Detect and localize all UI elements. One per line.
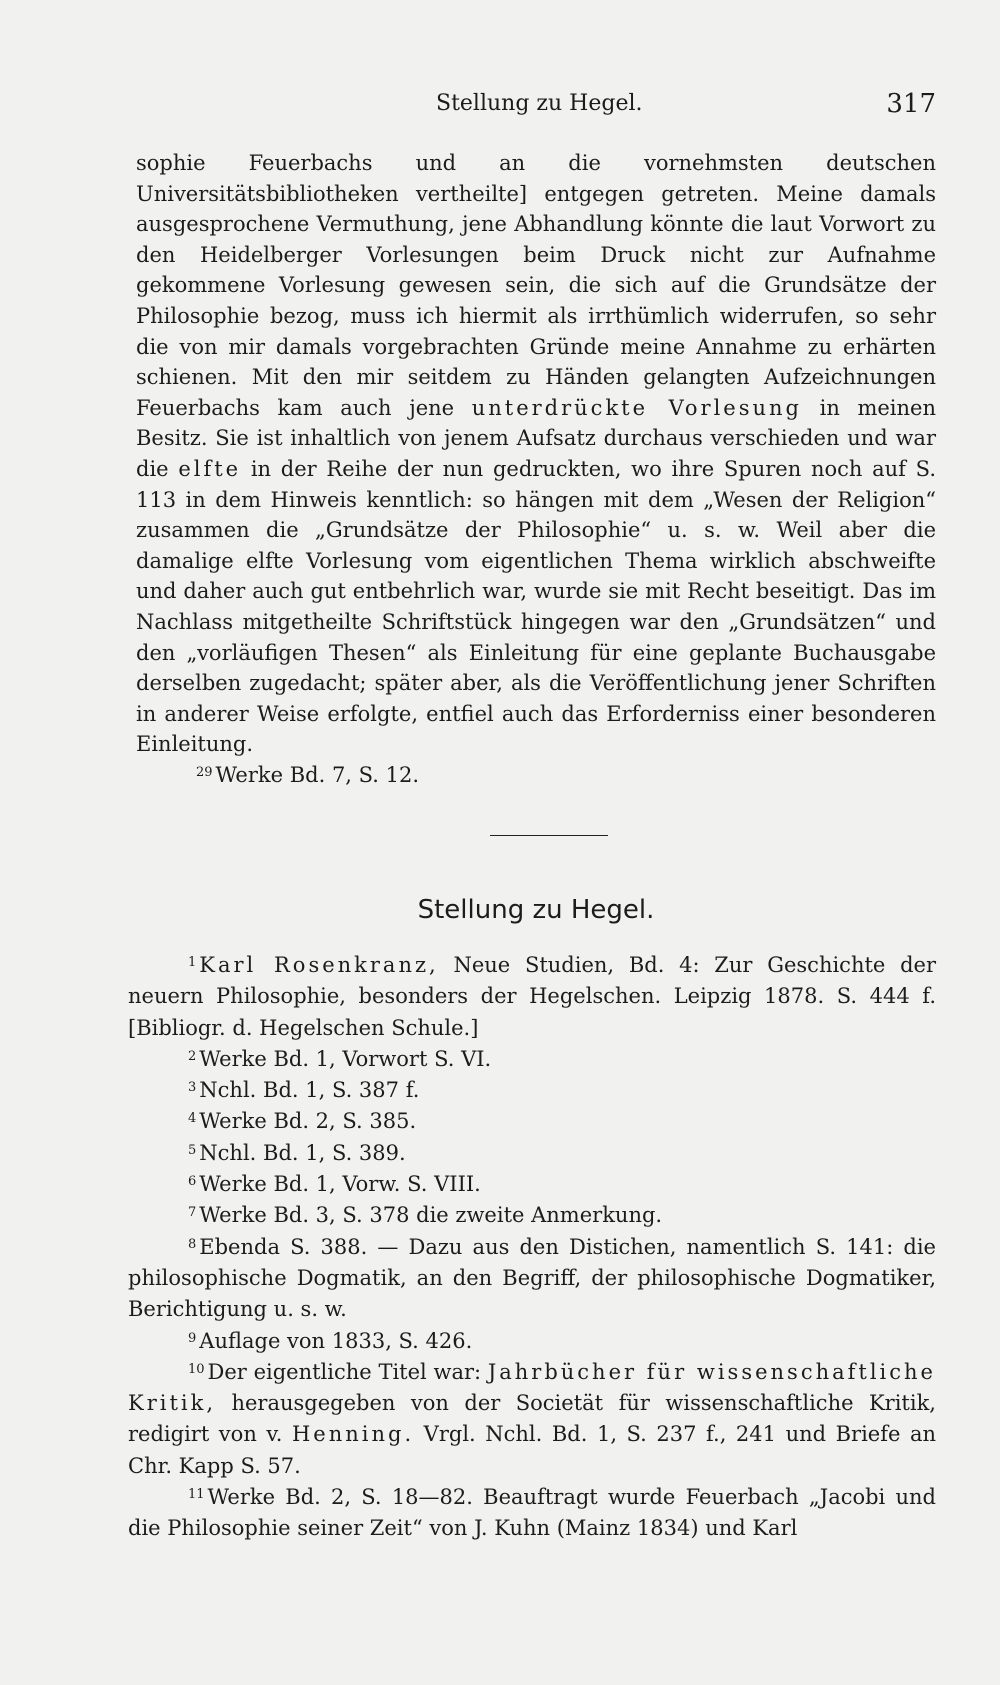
note-text: Vrgl. Nchl. Bd. 1, S. 237 f., 241 und Briefe an Chr. Kapp S. 57. xyxy=(128,1422,937,1478)
note-text: herausgegeben von der Societät für wissenschaftliche Kritik, redigirt von v. xyxy=(128,1391,936,1447)
note-text: Werke Bd. 2, S. 18—82. Beauftragt wurde Feuerbach „Jacobi und die Philosophie seiner Zeit“ von J. Kuhn (Mainz 1834) und Karl xyxy=(128,1485,936,1541)
main-text xyxy=(136,148,936,790)
note-number: 3 xyxy=(188,1080,197,1096)
note-1 xyxy=(128,950,936,1044)
note-11 xyxy=(128,1482,936,1545)
note-number: 8 xyxy=(188,1236,197,1252)
footnote-number: 29 xyxy=(196,764,213,780)
note-text: Werke Bd. 3, S. 378 die zweite Anmerkung. xyxy=(199,1203,663,1228)
note-number: 11 xyxy=(188,1487,205,1503)
note-number: 1 xyxy=(188,955,197,970)
note-text: Neue Studien, Bd. 4: Zur Geschichte der neuern Philosophie, besonders der Hegelschen. Leipzig 1878. S. 444 f. [Bibliogr. d. Hegelschen Schule.] xyxy=(128,953,936,1040)
note-8 xyxy=(128,1232,936,1326)
note-3 xyxy=(128,1075,936,1106)
note-number: 10 xyxy=(188,1361,205,1377)
section-divider xyxy=(490,835,608,836)
section-title: Stellung zu Hegel. xyxy=(417,895,655,925)
note-5 xyxy=(128,1138,936,1169)
note-text: Ebenda S. 388. — Dazu aus den Distichen, namentlich S. 141: die philosophische Dogmatik, an den Begriff, der philosophische Dogmatiker, Berichtigung u. s. w. xyxy=(128,1234,936,1322)
spaced-emphasis: elfte xyxy=(178,456,242,481)
note-text: Werke Bd. 2, S. 385. xyxy=(199,1109,417,1134)
text-run: in der Reihe der nun gedruckten, wo ihre Spuren noch auf S. 113 in dem Hinweis kenntlich: so hängen mit dem „Wesen der Religion“ zusammen die „Grundsätze der Philosophie“ u. s. w. Weil aber die damalige elfte Vorlesung vom eigentlichen Thema wirklich abschweifte und daher auch gut entbehrlich war, wurde sie mit Recht beseitigt. Das im Nachlass mitgetheilte Schriftstück hingegen war den „Grundsätzen“ und den „vorläufigen Thesen“ als Einleitung für eine geplante Buchausgabe derselben zugedacht; später aber, als die Veröffentlichung jener Schriften in anderer Weise erfolgte, entfiel auch das Erforderniss einer besonderen Einleitung. xyxy=(136,456,936,757)
spaced-emphasis: Karl Rosenkranz, xyxy=(199,953,439,977)
body-paragraph xyxy=(136,148,936,760)
footnote-text: Werke Bd. 7, S. 12. xyxy=(215,762,420,787)
note-text: Nchl. Bd. 1, S. 387 f. xyxy=(199,1078,420,1103)
note-9 xyxy=(128,1326,936,1357)
spaced-emphasis: Henning. xyxy=(291,1422,415,1447)
note-6 xyxy=(128,1169,936,1200)
footnote-29 xyxy=(136,760,936,791)
note-2 xyxy=(128,1044,936,1075)
note-number: 4 xyxy=(188,1111,197,1127)
note-number: 7 xyxy=(188,1205,197,1221)
note-text: Der eigentliche Titel war: xyxy=(207,1359,488,1384)
note-text: Werke Bd. 1, Vorwort S. VI. xyxy=(199,1046,492,1071)
note-text: Werke Bd. 1, Vorw. S. VIII. xyxy=(199,1172,481,1197)
note-number: 2 xyxy=(188,1048,197,1064)
running-head-title: Stellung zu Hegel. xyxy=(436,91,643,116)
page-number: 317 xyxy=(886,89,936,119)
endnotes xyxy=(128,950,936,1545)
note-number: 6 xyxy=(188,1174,197,1190)
note-number: 9 xyxy=(188,1330,197,1346)
note-text: Nchl. Bd. 1, S. 389. xyxy=(199,1140,406,1165)
text-run: in meinen Besitz. Sie ist inhaltlich von jenem Aufsatz durchaus verschieden und war die xyxy=(136,395,936,481)
note-7 xyxy=(128,1200,936,1231)
note-4 xyxy=(128,1106,936,1137)
note-number: 5 xyxy=(188,1142,197,1158)
spaced-emphasis: Jahrbücher für wissenschaftliche Kritik, xyxy=(128,1359,936,1416)
text-run: sophie Feuerbachs und an die vornehmsten deutschen Universitätsbibliotheken vertheilte] entgegen getreten. Meine damals ausgesprochene Vermuthung, jene Abhandlung könnte die laut Vorwort zu den Heidelberger Vorlesungen beim Druck nicht zur Aufnahme gekommene Vorlesung gewesen sein, die sich auf die Grundsätze der Philosophie bezog, muss ich hiermit als irrthümlich widerrufen, so sehr die von mir damals vorgebrachten Gründe meine Annahme zu erhärten schienen. Mit den mir seitdem zu Händen gelangten Aufzeichnungen Feuerbachs kam auch jene xyxy=(136,151,936,420)
note-text: Auflage von 1833, S. 426. xyxy=(199,1328,473,1353)
spaced-emphasis: unterdrückte Vorlesung xyxy=(471,395,802,420)
note-10 xyxy=(128,1357,936,1482)
